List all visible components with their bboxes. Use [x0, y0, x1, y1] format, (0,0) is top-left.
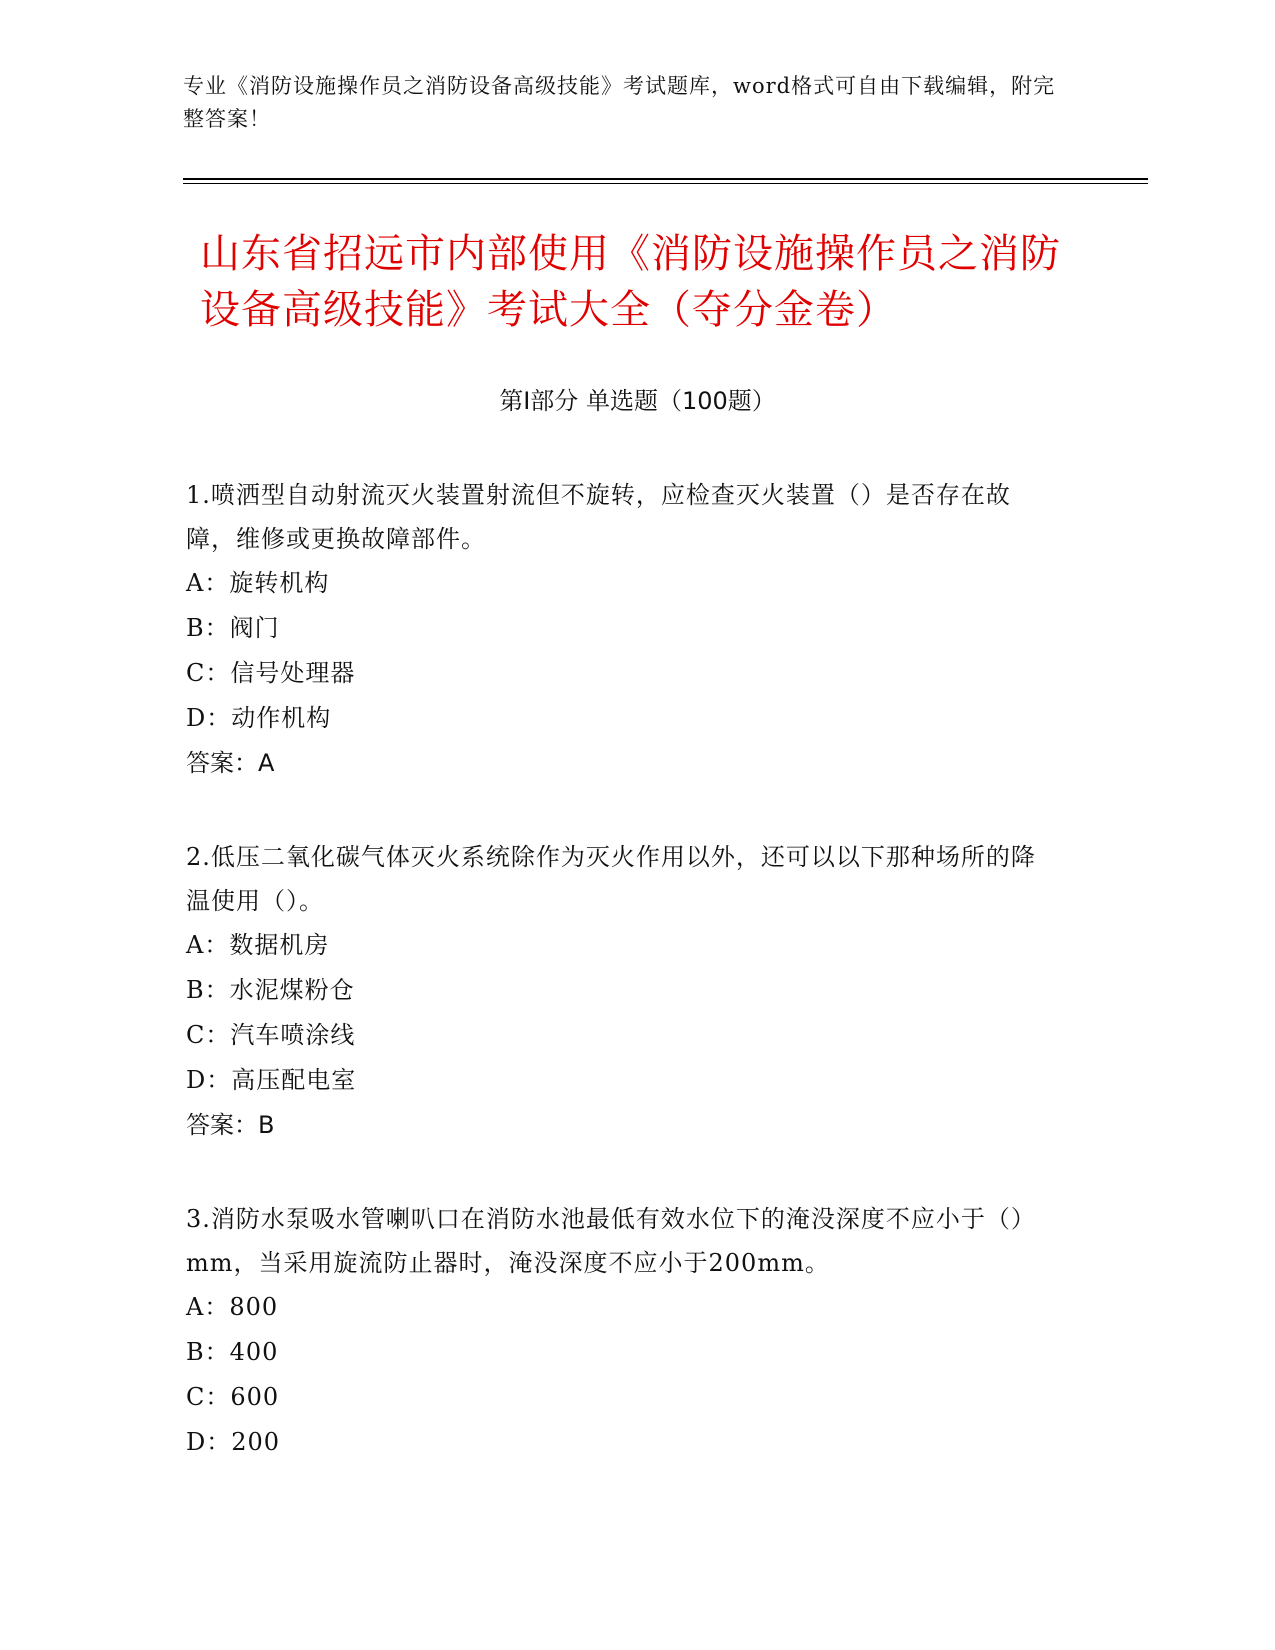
option-a: A：数据机房	[186, 931, 330, 959]
option-a: A：旋转机构	[186, 569, 330, 597]
option-a: A：800	[186, 1293, 279, 1321]
question-stem: 2.低压二氧化碳气体灭火系统除作为灭火作用以外，还可以以下那种场所的降温使用（）。	[186, 843, 1036, 915]
option-b: B：水泥煤粉仓	[186, 976, 355, 1004]
option-d: D：动作机构	[186, 704, 332, 732]
question-stem: 1.喷洒型自动射流灭火装置射流但不旋转，应检查灭火装置（）是否存在故障，维修或更换故障部件。	[186, 481, 1011, 553]
header-divider-thin	[183, 183, 1148, 184]
option-d: D：200	[186, 1428, 281, 1456]
answer-line: 答案：A	[186, 749, 275, 777]
answer-line: 答案：B	[186, 1111, 275, 1139]
option-c: C：信号处理器	[186, 659, 356, 687]
question-item	[186, 473, 1046, 786]
header-note: 专业《消防设施操作员之消防设备高级技能》考试题库，word格式可自由下载编辑，附完整答案！	[183, 74, 1056, 131]
option-b: B：阀门	[186, 614, 280, 642]
question-item	[186, 1197, 1046, 1465]
option-b: B：400	[186, 1338, 279, 1366]
question-item	[186, 835, 1046, 1148]
section-title: 第Ⅰ部分 单选题（100题）	[499, 387, 776, 415]
option-d: D：高压配电室	[186, 1066, 357, 1094]
question-stem: 3.消防水泵吸水管喇叭口在消防水池最低有效水位下的淹没深度不应小于（）mm，当采用旋流防止器时，淹没深度不应小于200mm。	[186, 1205, 1036, 1277]
document-title: 山东省招远市内部使用《消防设施操作员之消防设备高级技能》考试大全（夺分金卷）	[200, 231, 1061, 333]
option-c: C：600	[186, 1383, 280, 1411]
option-c: C：汽车喷涂线	[186, 1021, 356, 1049]
header-divider-thick	[183, 178, 1148, 180]
